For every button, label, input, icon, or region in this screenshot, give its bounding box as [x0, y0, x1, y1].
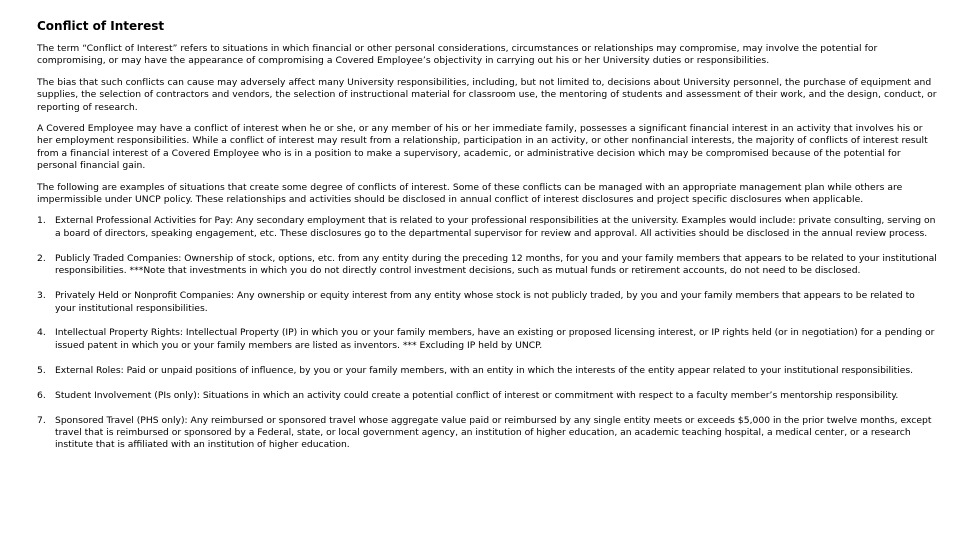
- list-item-number: 3.: [37, 290, 46, 302]
- list-item-text: External Roles: Paid or unpaid positions of influence, by you or your family members, with an entity in which the interests of the entity appear related to your institutional responsibilities.: [55, 364, 914, 376]
- list-item: [37, 290, 937, 315]
- list-item-number: 1.: [37, 215, 46, 227]
- list-item-text: Student Involvement (PIs only): Situations in which an activity could create a potential conflict of interest or commitment with respect to a faculty member’s mentorship responsibility.: [55, 389, 899, 401]
- list-item-text: Publicly Traded Companies: Ownership of stock, options, etc. from any entity during the preceding 12 months, for you and your family members that appears to be related to your institutional responsibilities. ***Note that investments in which you do not directly control investment decisions, such as mutual funds or retirement accounts, do not need to be disclosed.: [55, 252, 937, 277]
- paragraph-bias: The bias that such conflicts can cause may adversely affect many University responsibilities, including, but not limited to, decisions about University personnel, the purchase of equipment and supplies, the selection of contractors and vendors, the selection of instructional material for classroom use, the mentoring of students and assessment of their work, and the design, conduct, or reporting of research.: [37, 76, 937, 113]
- list-item: [37, 327, 937, 352]
- list-item-number: 7.: [37, 414, 46, 426]
- list-item: [37, 365, 937, 377]
- list-item-number: 2.: [37, 252, 46, 264]
- list-item-text: Intellectual Property Rights: Intellectual Property (IP) in which you or your family members, have an existing or proposed licensing interest, or IP rights held (or in negotiation) for a pending or issued patent in which you or your family members are listed as inventors. *** Excluding IP held by UNCP.: [55, 327, 935, 351]
- list-item: [37, 415, 937, 452]
- paragraph-definition: The term “Conflict of Interest” refers to situations in which financial or other personal considerations, circumstances or relationships may compromise, may involve the potential for compromising, or may have the appearance of compromising a Covered Employee’s objectivity in carrying out his or her University duties or responsibilities.: [37, 43, 878, 67]
- paragraph-examples-intro: The following are examples of situations that create some degree of conflicts of interest. Some of these conflicts can be managed with an appropriate management plan while others are impermissible under UNCP policy. These relationships and activities should be disclosed in annual conflict of interest disclosures and project specific disclosures when applicable.: [37, 181, 903, 206]
- paragraph-covered-employee: A Covered Employee may have a conflict of interest when he or she, or any member of his or her immediate family, possesses a significant financial interest in an activity that involves his or her employment responsibilities. While a conflict of interest may result from a relationship, participation in an activity, or other nonfinancial interests, the majority of conflicts of interest result from a financial interest of a Covered Employee who is in a position to make a supervisory, academic, or administrative decision which may be compromised because of the potential for personal financial gain.: [37, 123, 928, 172]
- list-item: [37, 253, 937, 278]
- list-item-text: Sponsored Travel (PHS only): Any reimbursed or sponsored travel whose aggregate value paid or reimbursed by any single entity meets or exceeds $5,000 in the prior twelve months, except travel that is reimbursed or sponsored by a Federal, state, or local government agency, an institution of higher education, an academic teaching hospital, a medical center, or a research institute that is affiliated with an institution of higher education.: [55, 414, 932, 451]
- list-item-text: External Professional Activities for Pay: Any secondary employment that is related to your professional responsibilities at the university. Examples would include: private consulting, serving on a board of directors, speaking engagement, etc. These disclosures go to the departmental supervisor for review and approval. All activities should be disclosed in the annual review process.: [55, 215, 936, 239]
- list-item: [37, 390, 937, 402]
- examples-list: [37, 215, 937, 451]
- list-item-number: 4.: [37, 327, 46, 339]
- list-item: [37, 215, 937, 240]
- page-title: Conflict of Interest: [37, 19, 165, 33]
- list-item-text: Privately Held or Nonprofit Companies: Any ownership or equity interest from any entity whose stock is not publicly traded, by you and your family members that appears to be related to your institutional responsibilities.: [55, 290, 915, 314]
- list-item-number: 5.: [37, 364, 46, 376]
- document-page: [37, 19, 937, 464]
- list-item-number: 6.: [37, 389, 46, 401]
